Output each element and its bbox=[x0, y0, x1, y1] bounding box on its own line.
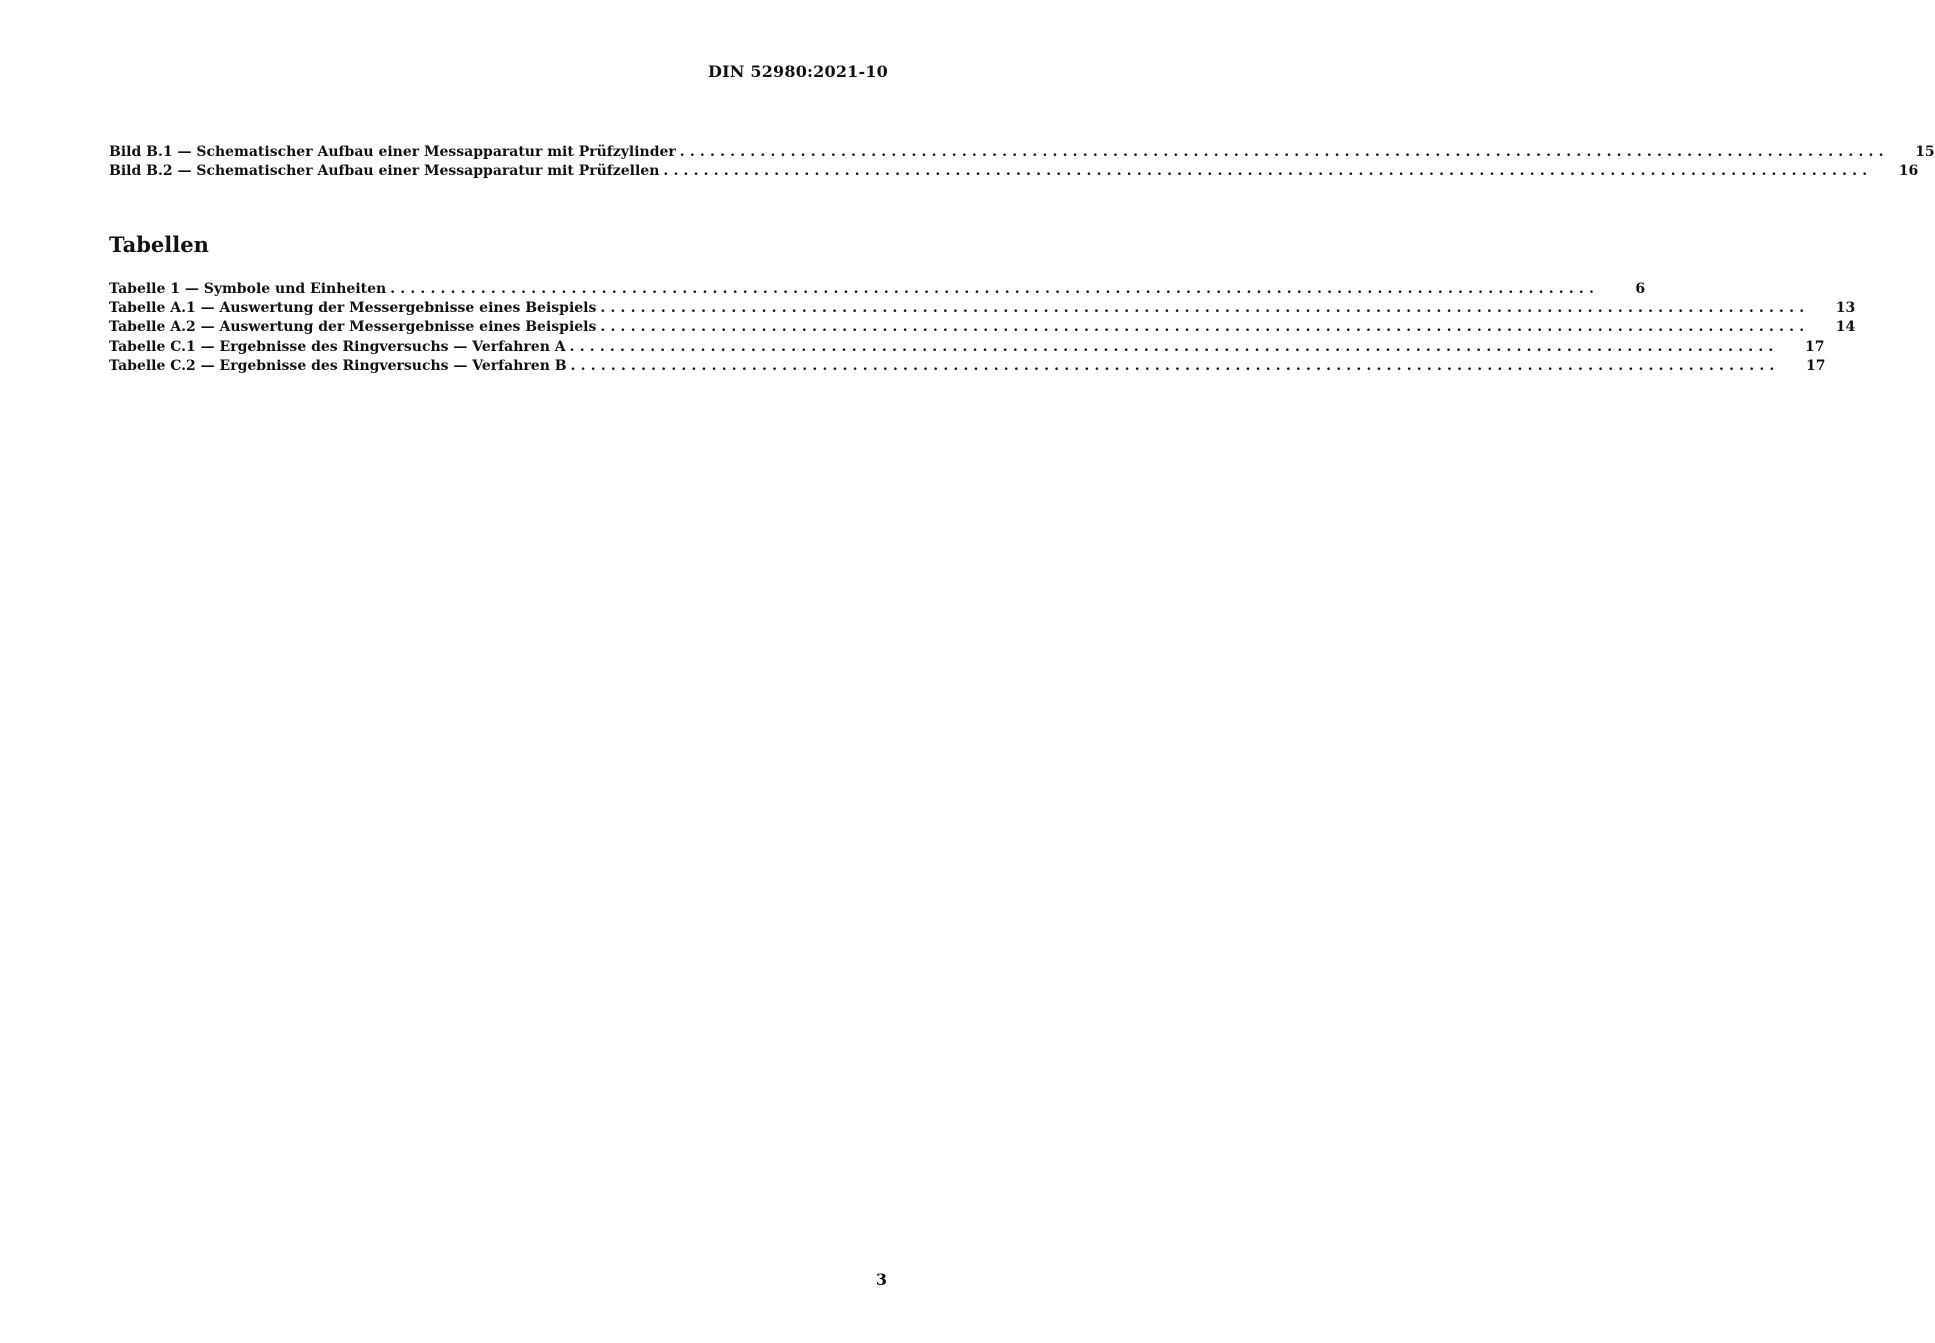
tables-list bbox=[109, 281, 1856, 377]
toc-entry-title: Tabelle A.1 — Auswertung der Messergebnisse eines Beispiels bbox=[109, 300, 600, 316]
page-number: 3 bbox=[875, 1270, 887, 1289]
dot-leader: ........................................................................................................................ bbox=[679, 144, 1889, 160]
dot-leader: ........................................................................................................................ bbox=[390, 281, 1600, 297]
toc-entry-title: Bild B.2 — Schematischer Aufbau einer Messapparatur mit Prüfzellen bbox=[109, 163, 663, 179]
toc-entry-title: Tabelle C.1 — Ergebnisse des Ringversuchs — Verfahren A bbox=[109, 339, 570, 355]
dot-leader: ........................................................................................................................ bbox=[663, 163, 1873, 180]
document-id: DIN 52980:2021-10 bbox=[708, 62, 888, 81]
toc-entry[interactable] bbox=[109, 163, 1919, 182]
figures-list bbox=[109, 144, 1935, 182]
toc-entry-title: Bild B.1 — Schematischer Aufbau einer Messapparatur mit Prüfzylinder bbox=[109, 144, 680, 160]
toc-entry-page: 17 bbox=[1805, 338, 1825, 355]
dot-leader: ........................................................................................................................ bbox=[570, 357, 1780, 374]
toc-entry-page: 15 bbox=[1915, 144, 1935, 160]
dot-leader: ........................................................................................................................ bbox=[600, 300, 1810, 317]
dot-leader: ........................................................................................................................ bbox=[600, 319, 1810, 336]
toc-entry-page: 6 bbox=[1635, 281, 1646, 297]
toc-entry-title: Tabelle A.2 — Auswertung der Messergebnisse eines Beispiels bbox=[109, 319, 600, 335]
toc-entry[interactable] bbox=[109, 281, 1646, 300]
toc-entry[interactable] bbox=[109, 144, 1935, 163]
toc-entry-title: Tabelle C.2 — Ergebnisse des Ringversuchs — Verfahren B bbox=[109, 358, 571, 374]
toc-entry[interactable] bbox=[109, 300, 1856, 319]
toc-entry-page: 14 bbox=[1835, 319, 1856, 336]
dot-leader: ........................................................................................................................ bbox=[569, 338, 1779, 355]
section-heading-tables: Tabellen bbox=[109, 232, 209, 257]
toc-entry[interactable] bbox=[109, 338, 1825, 358]
toc-entry-title: Tabelle 1 — Symbole und Einheiten bbox=[109, 281, 390, 297]
toc-entry[interactable] bbox=[109, 357, 1826, 377]
toc-entry-page: 16 bbox=[1898, 163, 1919, 180]
toc-entry-page: 13 bbox=[1835, 300, 1856, 317]
toc-entry-page: 17 bbox=[1806, 357, 1826, 374]
toc-entry[interactable] bbox=[109, 319, 1856, 338]
